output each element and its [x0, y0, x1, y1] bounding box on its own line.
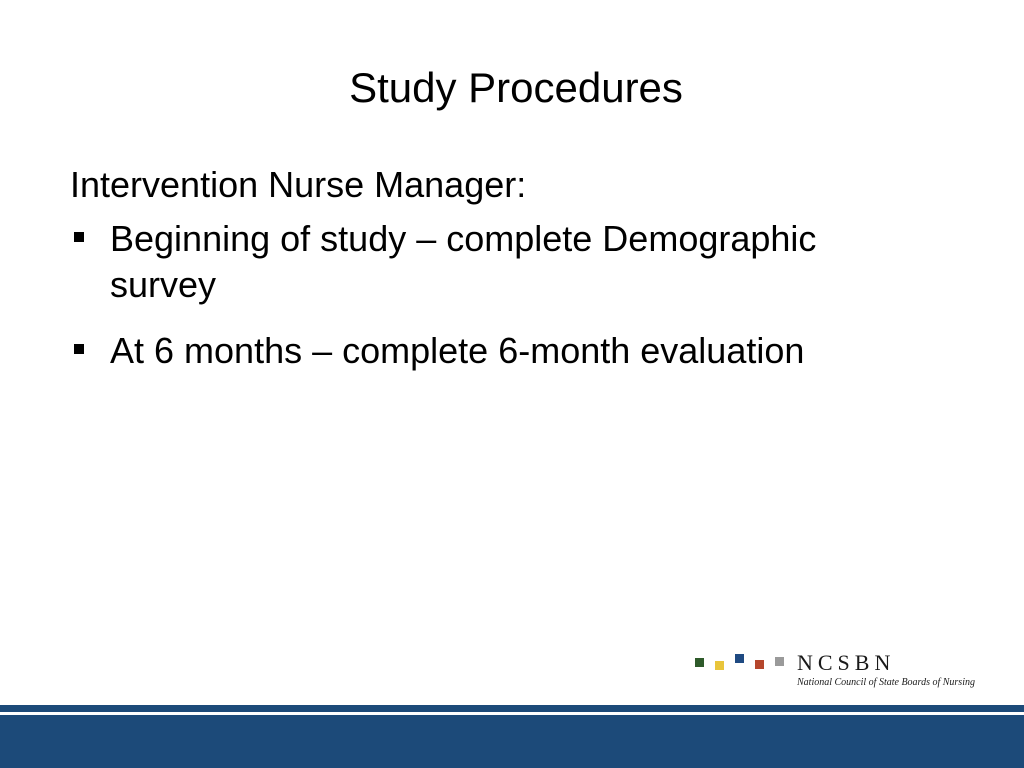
square-bullet-icon: [74, 344, 84, 354]
logo-tagline: National Council of State Boards of Nursing: [797, 677, 975, 688]
logo-square-gray-icon: [775, 657, 784, 666]
footer-stripe: [0, 705, 1024, 712]
bullet-item: [70, 328, 930, 374]
logo-name: NCSBN: [797, 650, 896, 675]
logo-square-blue-icon: [735, 654, 744, 663]
slide-title: Study Procedures: [349, 64, 683, 111]
ncsbn-logo: [690, 650, 990, 695]
bullet-list: [70, 216, 930, 374]
logo-square-yellow-icon: [715, 661, 724, 670]
footer-band: [0, 715, 1024, 768]
bullet-text: At 6 months – complete 6-month evaluation: [110, 330, 805, 371]
logo-square-red-icon: [755, 660, 764, 669]
intro-heading: Intervention Nurse Manager:: [70, 164, 527, 205]
bullet-item: [70, 216, 930, 308]
square-bullet-icon: [74, 232, 84, 242]
bullet-text: Beginning of study – complete Demographic survey: [110, 218, 817, 305]
slide-content: [70, 162, 930, 394]
logo-square-green-icon: [695, 658, 704, 667]
